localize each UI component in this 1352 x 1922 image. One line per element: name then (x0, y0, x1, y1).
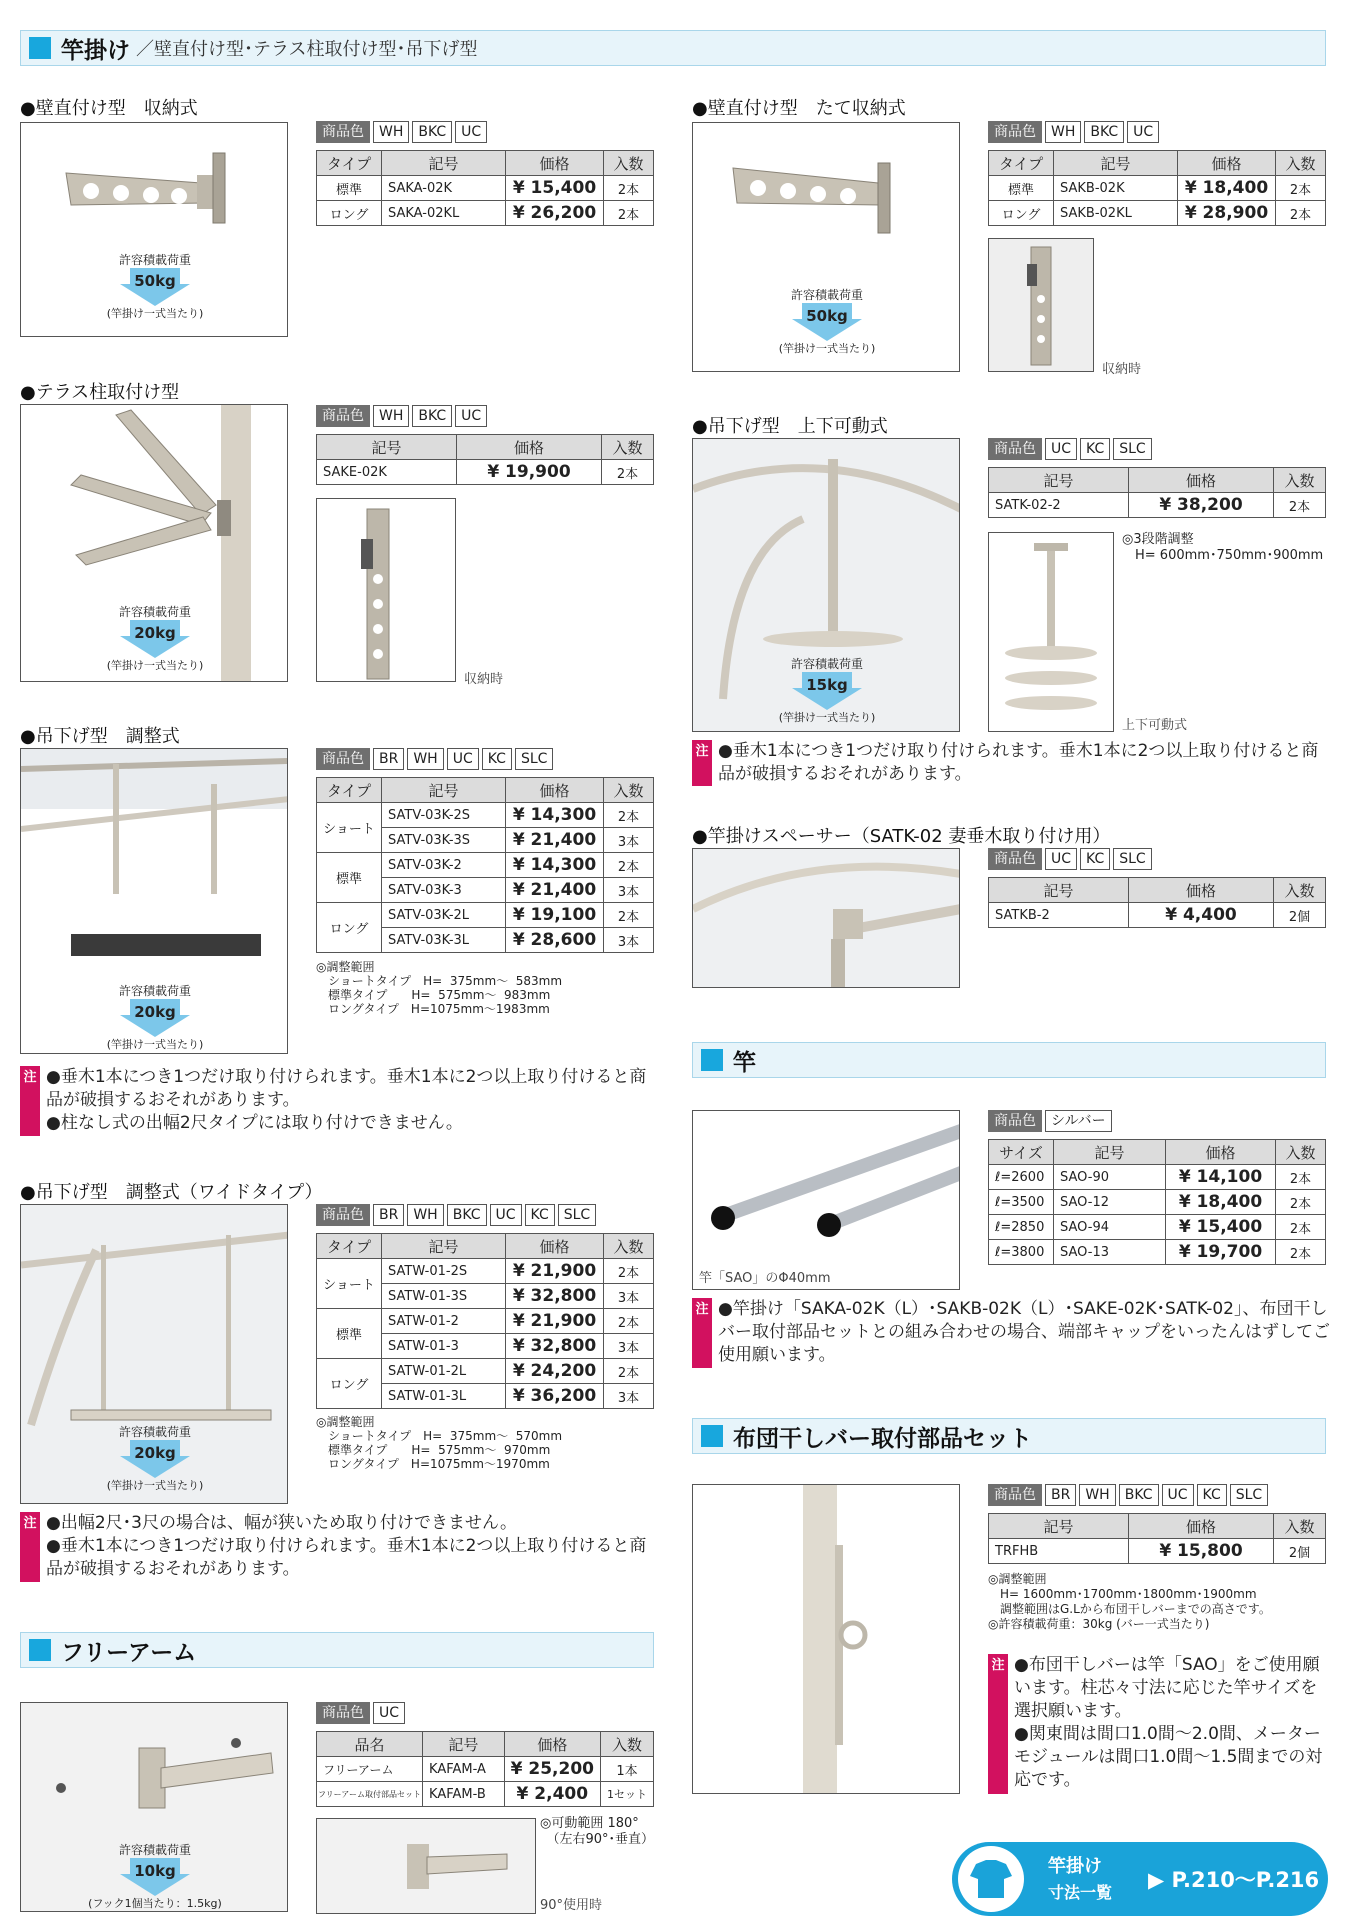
adjust-range: ◎調整範囲 H= 1600mm･1700mm･1800mm･1900mm 調整範囲はG.Lから布団干しバーまでの高さです。 ◎許容積載荷重：30kg (バー一式当たり) (988, 1572, 1271, 1631)
banner-title: 竿 (733, 1049, 756, 1076)
col-header: サイズ (989, 1140, 1054, 1165)
color-chip: SLC (515, 748, 553, 770)
price-table-hang-adjust (316, 777, 654, 953)
load-value: 20kg (134, 624, 176, 642)
color-chip: シルバー (1045, 1110, 1112, 1132)
col-header: 入数 (601, 1732, 654, 1757)
col-header: 記号 (1054, 1140, 1166, 1165)
color-chip: BKC (1084, 121, 1124, 143)
heading-wall-storage: ●壁直付け型 収納式 (20, 98, 198, 119)
note-text: ●竿掛け「SAKA-02K（L）･SAKB-02K（L）･SAKE-02K･SATK-02」、布団干しバー取付部品セットとの組み合わせの場合、端部キャップをいったんはずしてご使用願います。 (718, 1299, 1330, 1365)
load-label: 許容積載荷重 (118, 1425, 191, 1439)
color-chip: BKC (412, 405, 452, 427)
table-row: 標準 SAKB-02K ¥ 18,400 2本 (989, 176, 1326, 201)
note-mark: 注 (20, 1512, 40, 1582)
caption-90: 90°使用時 (540, 1898, 603, 1913)
color-options (316, 1702, 408, 1724)
shirt-icon (958, 1846, 1024, 1912)
load-value: 10kg (134, 1862, 176, 1880)
adjust-range: ◎調整範囲 ショートタイプ H= 375mm～ 570mm 標準タイプ H= 575mm～ 970mm ロングタイプ H=1075mm～1970mm (316, 1415, 563, 1471)
image-free-arm (20, 1702, 288, 1912)
color-chip: UC (447, 748, 479, 770)
color-chip: KC (1080, 438, 1110, 460)
col-header: 価格 (506, 151, 604, 176)
load-caption: (竿掛け一式当たり) (106, 1479, 204, 1492)
table-row: フリーアーム KAFAM-A ¥ 25,200 1本 (317, 1757, 654, 1782)
load-label: 許容積載荷重 (790, 288, 863, 302)
color-chip: BKC (412, 121, 452, 143)
note-text: ●関東間は間口1.0間～2.0間、メーターモジュールは間口1.0間～1.5間までの対応です。 (1014, 1724, 1323, 1790)
table-row: ℓ=3800 SAO-13 ¥ 19,700 2本 (989, 1240, 1326, 1265)
load-label: 許容積載荷重 (118, 253, 191, 267)
color-label: 商品色 (316, 121, 370, 143)
adjust-range: ◎調整範囲 ショートタイプ H= 375mm～ 583mm 標準タイプ H= 575mm～ 983mm ロングタイプ H=1075mm～1983mm (316, 960, 563, 1016)
load-caption: (竿掛け一式当たり) (778, 711, 876, 724)
col-header: 記号 (1054, 151, 1178, 176)
banner-square-icon (701, 1425, 723, 1447)
color-options (988, 848, 1155, 870)
image-hang-adjust (20, 748, 288, 1054)
banner-square-icon (29, 37, 51, 59)
down-arrow-icon (120, 268, 190, 306)
load-badge (80, 253, 230, 321)
color-label: 商品色 (316, 1702, 370, 1724)
color-label: 商品色 (988, 438, 1042, 460)
load-value: 15kg (806, 676, 848, 694)
load-caption: (竿掛け一式当たり) (778, 342, 876, 355)
heading-hang-wide: ●吊下げ型 調整式（ワイドタイプ） (20, 1182, 323, 1203)
table-row: SATKB-2 ¥ 4,400 2個 (989, 903, 1326, 928)
load-badge (752, 657, 902, 725)
image-pole (692, 1110, 960, 1290)
color-label: 商品色 (988, 121, 1042, 143)
table-row: SAKE-02K ¥ 19,900 2本 (317, 460, 654, 485)
color-chip: BR (373, 1204, 404, 1226)
color-label: 商品色 (316, 748, 370, 770)
load-label: 許容積載荷重 (118, 1843, 191, 1857)
col-header: 記号 (989, 468, 1129, 493)
note-text: ●出幅2尺･3尺の場合は、幅が狭いため取り付けできません。 (46, 1513, 517, 1533)
price-table-spacer (988, 877, 1326, 928)
note-hang-updown (692, 740, 1332, 786)
color-chip: UC (490, 1204, 522, 1226)
heading-hang-updown: ●吊下げ型 上下可動式 (692, 416, 888, 437)
color-chip: UC (455, 405, 487, 427)
note-text: ●垂木1本につき1つだけ取り付けられます。垂木1本に2つ以上取り付けると商品が破損するおそれがあります。 (718, 741, 1319, 784)
banner-square-icon (29, 1639, 51, 1661)
color-chip: UC (1045, 848, 1077, 870)
table-row: 標準 SATW-01-2 ¥ 21,900 2本 (317, 1309, 654, 1334)
color-label: 商品色 (988, 1110, 1042, 1132)
note-hang-adjust (20, 1066, 660, 1135)
price-table-terrace (316, 434, 654, 485)
color-chip: BKC (1119, 1484, 1159, 1506)
col-header: 品名 (317, 1732, 423, 1757)
futon-illustration (693, 1485, 960, 1794)
load-value: 20kg (134, 1444, 176, 1462)
banner-futon (692, 1418, 1326, 1454)
color-chip: SLC (1113, 848, 1151, 870)
caption-stored: 収納時 (464, 672, 504, 687)
col-header: 入数 (1276, 1140, 1326, 1165)
note-text: ●垂木1本につき1つだけ取り付けられます。垂木1本に2つ以上取り付けると商品が破損するおそれがあります。 (46, 1067, 647, 1110)
color-chip: BR (373, 748, 404, 770)
table-row: SATV-03K-3 ¥ 21,400 3本 (317, 878, 654, 903)
table-row: ℓ=2600 SAO-90 ¥ 14,100 2本 (989, 1165, 1326, 1190)
col-header: 記号 (382, 778, 506, 803)
col-header: 入数 (1274, 468, 1326, 493)
image-hang-wide (20, 1204, 288, 1504)
color-chip: WH (407, 1204, 443, 1226)
table-row: SATK-02-2 ¥ 38,200 2本 (989, 493, 1326, 518)
caption-pole: 竿「SAO」のΦ40mm (699, 1271, 831, 1286)
color-label: 商品色 (316, 1204, 370, 1226)
color-options (316, 1204, 599, 1226)
page-title: 竿掛け (61, 37, 130, 64)
down-arrow-icon (120, 999, 190, 1037)
down-arrow-icon (120, 1440, 190, 1478)
col-header: 入数 (604, 778, 654, 803)
down-arrow-icon (120, 620, 190, 658)
banner-title: フリーアーム (61, 1639, 197, 1666)
banner-square-icon (701, 1049, 723, 1071)
load-label: 許容積載荷重 (790, 657, 863, 671)
note-mark: 注 (692, 1298, 712, 1368)
col-header: 価格 (1129, 1514, 1274, 1539)
color-chip: WH (407, 748, 443, 770)
load-badge (80, 1425, 230, 1493)
price-table-futon (988, 1513, 1326, 1564)
color-chip: WH (373, 121, 409, 143)
caption-updown: 上下可動式 (1122, 718, 1188, 733)
color-chip: UC (1127, 121, 1159, 143)
movable-range: ◎可動範囲 180° （左右90°･垂直） (540, 1816, 655, 1847)
image-terrace-stored (316, 498, 456, 682)
col-header: 価格 (506, 778, 604, 803)
color-chip: KC (1197, 1484, 1227, 1506)
col-header: 入数 (1276, 151, 1326, 176)
col-header: タイプ (317, 1234, 382, 1259)
note-hang-wide (20, 1512, 660, 1581)
load-label: 許容積載荷重 (118, 984, 191, 998)
table-row: ロング SATV-03K-2L ¥ 19,100 2本 (317, 903, 654, 928)
col-header: 価格 (1166, 1140, 1276, 1165)
color-chip: KC (1080, 848, 1110, 870)
col-header: タイプ (317, 151, 382, 176)
note-text: ●布団干しバーは竿「SAO」をご使用願います。柱芯々寸法に応じた竿サイズを選択願います。 (1014, 1655, 1320, 1721)
color-chip: SLC (558, 1204, 596, 1226)
adjust-range: ◎3段階調整 H= 600mm･750mm･900mm (1122, 532, 1324, 563)
header-banner (20, 30, 1326, 66)
heading-hang-adjust: ●吊下げ型 調整式 (20, 726, 180, 747)
color-chip: UC (1162, 1484, 1194, 1506)
image-hang-updown (692, 438, 960, 732)
color-options (988, 121, 1162, 143)
banner-title: 布団干しバー取付部品セット (733, 1425, 1032, 1452)
load-badge (752, 288, 902, 356)
badge-pages: ▶ P.210～P.216 (1148, 1868, 1320, 1892)
color-chip: BR (1045, 1484, 1076, 1506)
note-text: ●柱なし式の出幅2尺タイプには取り付けできません。 (46, 1113, 463, 1133)
pole-illustration (693, 1111, 960, 1290)
col-header: 価格 (1129, 468, 1274, 493)
caption-stored: 収納時 (1102, 362, 1142, 377)
col-header: 入数 (604, 151, 654, 176)
price-table-hang-wide (316, 1233, 654, 1409)
note-mark: 注 (20, 1066, 40, 1136)
col-header: 入数 (1274, 878, 1326, 903)
col-header: 記号 (989, 878, 1129, 903)
load-value: 20kg (134, 1003, 176, 1021)
table-row: ショート SATW-01-2S ¥ 21,900 2本 (317, 1259, 654, 1284)
table-row: SATW-01-3S ¥ 32,800 3本 (317, 1284, 654, 1309)
col-header: 価格 (1178, 151, 1276, 176)
load-caption: (フック1個当たり：1.5kg) (88, 1897, 222, 1910)
col-header: 入数 (1274, 1514, 1326, 1539)
color-label: 商品色 (988, 848, 1042, 870)
table-row: TRFHB ¥ 15,800 2個 (989, 1539, 1326, 1564)
load-label: 許容積載荷重 (118, 605, 191, 619)
price-table-pole (988, 1139, 1326, 1265)
down-arrow-icon (120, 1858, 190, 1896)
image-wall-vertical (692, 122, 960, 372)
table-row: ロング SATW-01-2L ¥ 24,200 2本 (317, 1359, 654, 1384)
price-table-hang-updown (988, 467, 1326, 518)
note-futon (988, 1654, 1328, 1792)
image-free-arm-90 (316, 1818, 536, 1914)
table-row: ロング SAKA-02KL ¥ 26,200 2本 (317, 201, 654, 226)
price-table-wall-vertical (988, 150, 1326, 226)
table-row: フリーアーム取付部品セット KAFAM-B ¥ 2,400 1セット (317, 1782, 654, 1807)
table-row: 標準 SAKA-02K ¥ 15,400 2本 (317, 176, 654, 201)
table-row: SATV-03K-3S ¥ 21,400 3本 (317, 828, 654, 853)
color-chip: KC (482, 748, 512, 770)
price-table-wall-storage (316, 150, 654, 226)
table-row: SATW-01-3L ¥ 36,200 3本 (317, 1384, 654, 1409)
col-header: 価格 (1129, 878, 1274, 903)
col-header: 記号 (423, 1732, 505, 1757)
color-chip: WH (1079, 1484, 1115, 1506)
color-options (988, 1110, 1115, 1132)
color-chip: SLC (1230, 1484, 1268, 1506)
color-chip: UC (455, 121, 487, 143)
col-header: 価格 (504, 1732, 600, 1757)
price-table-free-arm (316, 1731, 654, 1807)
image-wall-storage (20, 122, 288, 337)
load-badge (80, 984, 230, 1052)
load-caption: (竿掛け一式当たり) (106, 659, 204, 672)
color-chip: UC (373, 1702, 405, 1724)
heading-wall-vertical: ●壁直付け型 たて収納式 (692, 98, 906, 119)
image-terrace (20, 404, 288, 682)
load-badge (80, 605, 230, 673)
col-header: 記号 (382, 151, 506, 176)
image-spacer (692, 848, 960, 988)
image-futon (692, 1484, 960, 1794)
note-text: ●垂木1本につき1つだけ取り付けられます。垂木1本に2つ以上取り付けると商品が破損するおそれがあります。 (46, 1536, 647, 1579)
col-header: 入数 (604, 1234, 654, 1259)
page-subtitle: ／壁直付け型･テラス柱取付け型･吊下げ型 (136, 39, 478, 60)
col-header: 記号 (382, 1234, 506, 1259)
col-header: 価格 (457, 435, 602, 460)
spacer-illustration (693, 849, 960, 988)
load-value: 50kg (806, 307, 848, 325)
banner-pole (692, 1042, 1326, 1078)
badge-line1: 竿掛け (1048, 1856, 1102, 1877)
color-chip: WH (1045, 121, 1081, 143)
load-caption: (竿掛け一式当たり) (106, 307, 204, 320)
color-options (988, 1484, 1271, 1506)
color-options (316, 405, 490, 427)
load-badge (80, 1843, 230, 1911)
load-value: 50kg (134, 272, 176, 290)
color-chip: KC (525, 1204, 555, 1226)
table-row: ショート SATV-03K-2S ¥ 14,300 2本 (317, 803, 654, 828)
load-caption: (竿掛け一式当たり) (106, 1038, 204, 1051)
image-wall-vertical-stored (988, 238, 1094, 372)
table-row: SATV-03K-3L ¥ 28,600 3本 (317, 928, 654, 953)
color-label: 商品色 (988, 1484, 1042, 1506)
badge-line2: 寸法一覧 (1048, 1883, 1113, 1902)
down-arrow-icon (792, 672, 862, 710)
down-arrow-icon (792, 303, 862, 341)
color-options (316, 121, 490, 143)
note-mark: 注 (988, 1654, 1008, 1794)
note-pole (692, 1298, 1332, 1367)
color-chip: WH (373, 405, 409, 427)
table-row: ℓ=2850 SAO-94 ¥ 15,400 2本 (989, 1215, 1326, 1240)
banner-free-arm (20, 1632, 654, 1668)
dimension-list-link[interactable] (952, 1842, 1328, 1916)
col-header: 記号 (317, 435, 457, 460)
table-row: 標準 SATV-03K-2 ¥ 14,300 2本 (317, 853, 654, 878)
col-header: 入数 (602, 435, 654, 460)
col-header: タイプ (989, 151, 1054, 176)
table-row: ロング SAKB-02KL ¥ 28,900 2本 (989, 201, 1326, 226)
color-chip: BKC (447, 1204, 487, 1226)
heading-terrace: ●テラス柱取付け型 (20, 382, 180, 403)
color-label: 商品色 (316, 405, 370, 427)
note-mark: 注 (692, 740, 712, 786)
col-header: タイプ (317, 778, 382, 803)
color-chip: UC (1045, 438, 1077, 460)
color-options (316, 748, 556, 770)
heading-spacer: ●竿掛けスペーサー（SATK-02 妻垂木取り付け用） (692, 826, 1111, 847)
col-header: 価格 (506, 1234, 604, 1259)
col-header: 記号 (989, 1514, 1129, 1539)
image-hang-updown-detail (988, 532, 1114, 732)
table-row: SATW-01-3 ¥ 32,800 3本 (317, 1334, 654, 1359)
color-options (988, 438, 1155, 460)
table-row: ℓ=3500 SAO-12 ¥ 18,400 2本 (989, 1190, 1326, 1215)
color-chip: SLC (1113, 438, 1151, 460)
